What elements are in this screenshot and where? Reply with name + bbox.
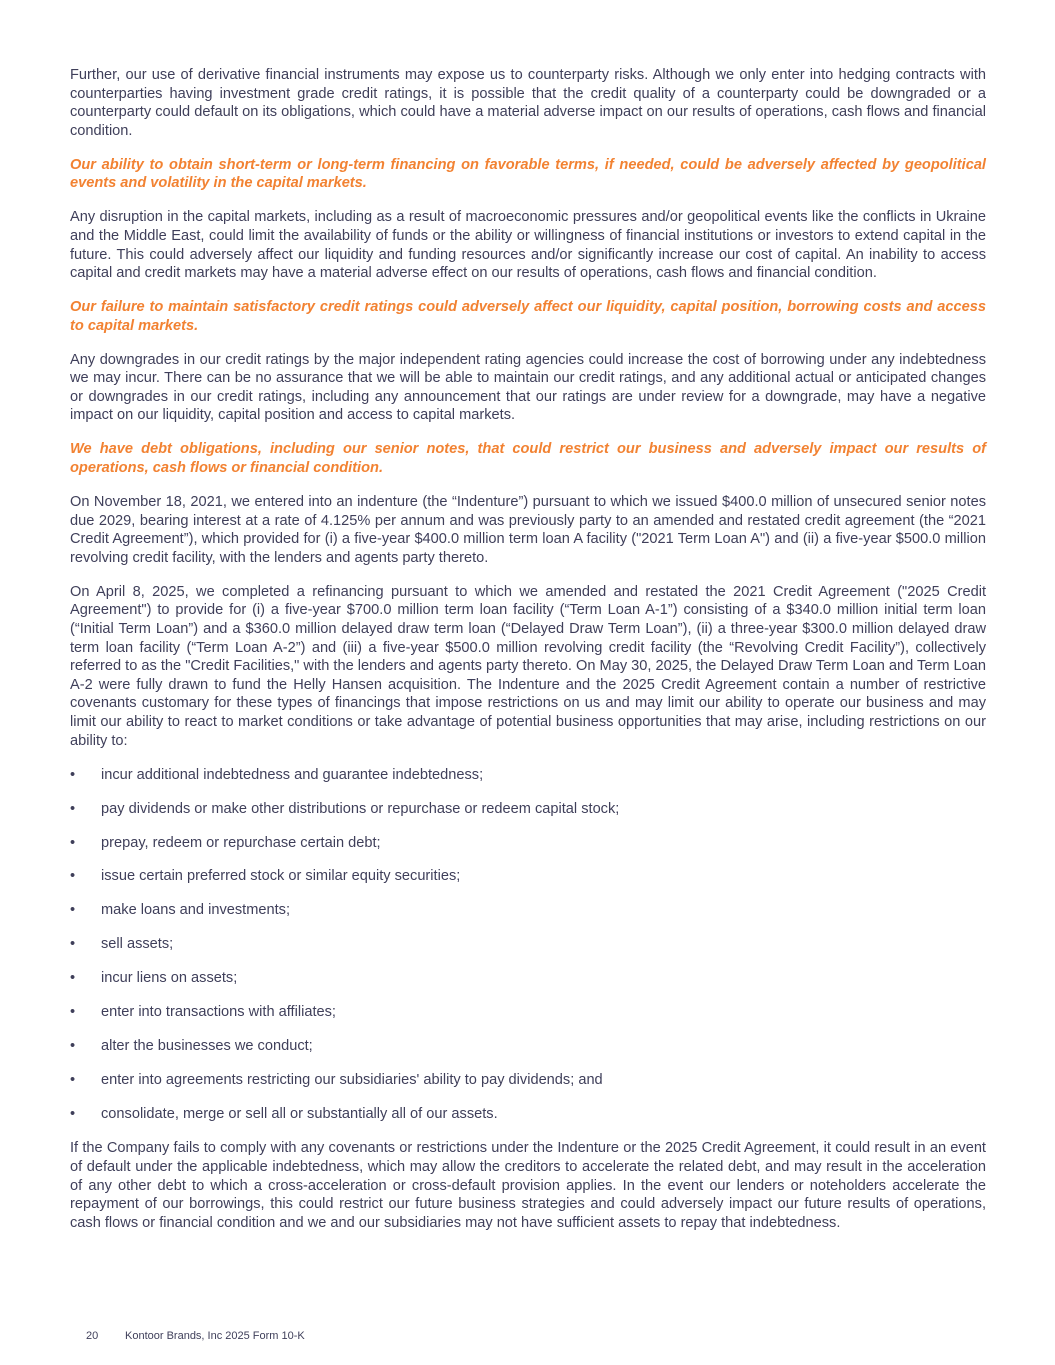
list-item: • pay dividends or make other distributions or repurchase or redeem capital stock; bbox=[70, 800, 620, 817]
risk-heading-financing: Our ability to obtain short-term or long-term financing on favorable terms, if needed, could be adversely affected by geopolitical events and volatility in the capital markets. bbox=[70, 156, 986, 192]
page-number: 20 bbox=[86, 1330, 99, 1342]
list-item: • enter into agreements restricting our subsidiaries' ability to pay dividends; and bbox=[70, 1072, 603, 1089]
paragraph-credit-ratings: Any downgrades in our credit ratings by the major independent rating agencies could increase the cost of borrowing under any indebtedness we may incur. There can be no assurance that we will be able to maintain our credit ratings, and any additional actual or anticipated changes or downgrades in our credit ratings, including any announcement that our ratings are under review for a downgrade, may have a negative impact on our liquidity, capital position and access to capital markets. bbox=[70, 351, 986, 424]
document-body bbox=[70, 66, 986, 1248]
paragraph-refinancing: On April 8, 2025, we completed a refinancing pursuant to which we amended and restated the 2021 Credit Agreement ("2025 Credit Agreement") to provide for (i) a five-year $700.0 million term loan facility (“Term Loan A-1”) consisting of a $340.0 million initial term loan (“Initial Term Loan”) and a $360.0 million delayed draw term loan (“Delayed Draw Term Loan”), (ii) a three-year $300.0 million delayed draw term loan facility (“Term Loan A-2”) and (iii) a five-year $500.0 million revolving credit facility (the “Revolving Credit Facility”), collectively referred to as the "Credit Facilities," with the lenders and agents party thereto. On May 30, 2025, the Delayed Draw Term Loan and Term Loan A-2 were fully drawn to fund the Helly Hansen acquisition. The Indenture and the 2025 Credit Agreement contain a number of restrictive covenants customary for these types of financings that impose restrictions on us and may limit our ability to operate our business and may limit our ability to react to market conditions or take advantage of potential business opportunities that may arise, including restrictions on our ability to: bbox=[70, 583, 986, 749]
bullet-icon: • bbox=[70, 902, 76, 919]
bullet-icon: • bbox=[70, 970, 76, 987]
paragraph-counterparty-risk: Further, our use of derivative financial instruments may expose us to counterparty risks. Although we only enter into hedging contracts with counterparties having investment grade credit ratings, it is possible that the credit quality of a counterparty could be downgraded or a counterparty could default on its obligations, which could have a material adverse impact on our results of operations, cash flows and financial condition. bbox=[70, 67, 986, 139]
footer-doc-title: Kontoor Brands, Inc 2025 Form 10-K bbox=[125, 1330, 305, 1342]
risk-heading-debt-obligations: We have debt obligations, including our senior notes, that could restrict our business and adversely impact our results of operations, cash flows or financial condition. bbox=[70, 441, 986, 477]
list-item: • make loans and investments; bbox=[70, 902, 291, 919]
list-item: • issue certain preferred stock or similar equity securities; bbox=[70, 868, 461, 885]
bullet-icon: • bbox=[70, 1004, 76, 1021]
risk-heading-credit-ratings: Our failure to maintain satisfactory credit ratings could adversely affect our liquidity, capital position, borrowing costs and access to capital markets. bbox=[70, 299, 986, 334]
list-item: • incur liens on assets; bbox=[70, 970, 238, 987]
list-item: • incur additional indebtedness and guarantee indebtedness; bbox=[70, 766, 484, 783]
list-item: • alter the businesses we conduct; bbox=[70, 1038, 313, 1055]
paragraph-default-consequences: If the Company fails to comply with any covenants or restrictions under the Indenture or the 2025 Credit Agreement, it could result in an event of default under the applicable indebtedness, which may allow the creditors to accelerate the related debt, and may result in the acceleration of any other debt to which a cross-acceleration or cross-default provision applies. In the event our lenders or noteholders accelerate the repayment of our borrowings, this could restrict our future business strategies and could adversely impact our future results of operations, cash flows or financial condition and we and our subsidiaries may not have sufficient assets to repay that indebtedness. bbox=[70, 1140, 986, 1231]
bullet-icon: • bbox=[70, 1072, 76, 1089]
bullet-icon: • bbox=[70, 936, 76, 953]
list-item: • consolidate, merge or sell all or substantially all of our assets. bbox=[70, 1106, 498, 1123]
bullet-icon: • bbox=[70, 800, 76, 817]
list-item: • enter into transactions with affiliates; bbox=[70, 1004, 336, 1021]
bullet-icon: • bbox=[70, 834, 76, 851]
bullet-icon: • bbox=[70, 1038, 76, 1055]
list-item: • prepay, redeem or repurchase certain debt; bbox=[70, 834, 381, 851]
list-item: • sell assets; bbox=[70, 936, 174, 953]
restrictions-list bbox=[70, 766, 986, 1124]
bullet-icon: • bbox=[70, 868, 76, 885]
page-footer bbox=[86, 1329, 305, 1343]
paragraph-capital-markets: Any disruption in the capital markets, including as a result of macroeconomic pressures and/or geopolitical events like the conflicts in Ukraine and the Middle East, could limit the availability of funds or the ability or willingness of financial institutions or investors to extend capital in the future. This could adversely affect our liquidity and funding resources and/or significantly increase our cost of capital. An inability to access capital and credit markets may have a material adverse effect on our results of operations, cash flows and financial condition. bbox=[70, 209, 986, 282]
bullet-icon: • bbox=[70, 766, 76, 783]
bullet-icon: • bbox=[70, 1106, 76, 1123]
paragraph-indenture: On November 18, 2021, we entered into an indenture (the “Indenture”) pursuant to which we issued $400.0 million of unsecured senior notes due 2029, bearing interest at a rate of 4.125% per annum and was previously party to an amended and restated credit agreement (the “2021 Credit Agreement”), which provided for (i) a five-year $400.0 million term loan A facility ("2021 Term Loan A") and (ii) a five-year $500.0 million revolving credit facility, with the lenders and agents party thereto. bbox=[70, 494, 986, 566]
